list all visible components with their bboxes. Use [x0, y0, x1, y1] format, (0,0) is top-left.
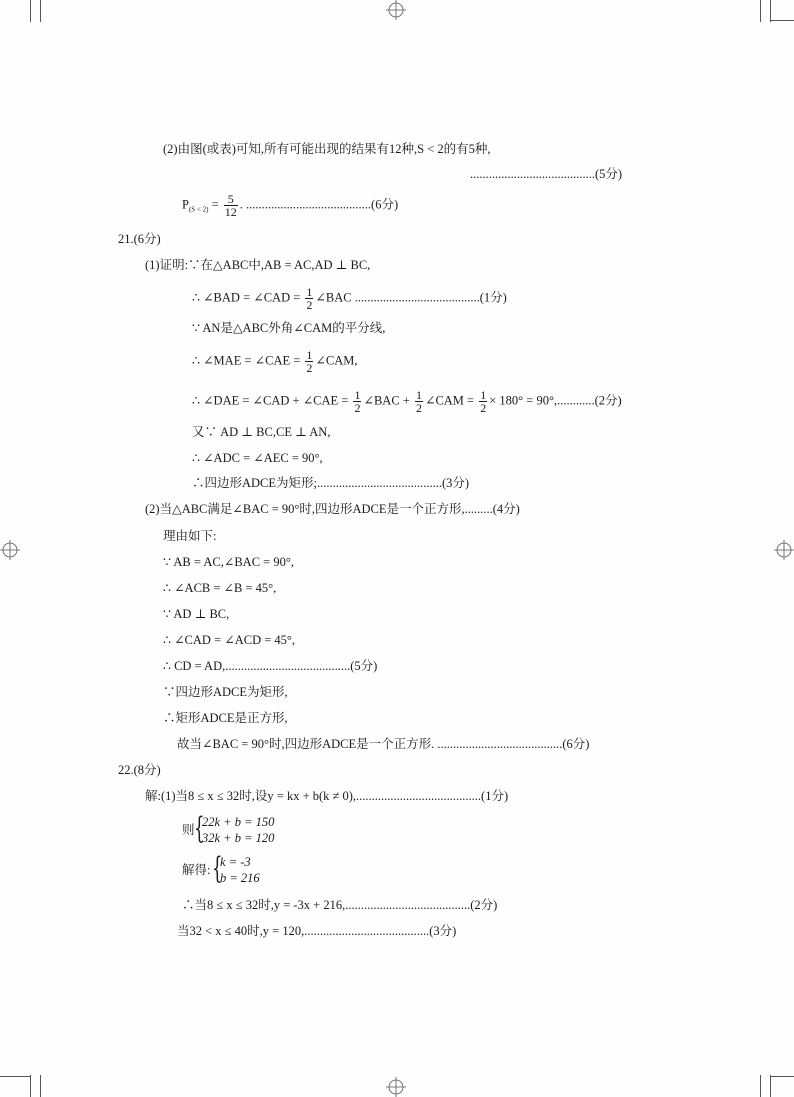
text-part: ∴ ∠BAD = ∠CAD =: [192, 290, 301, 305]
text-line: 又∵ AD ⊥ BC,CE ⊥ AN,: [192, 425, 331, 439]
question-number: 22.(8分): [118, 763, 161, 777]
score-line: ........................................(5分): [470, 167, 623, 181]
text-line: 当32 < x ≤ 40时,y = 120,........................................(3分): [177, 924, 457, 938]
system-prefix: 则: [182, 823, 195, 837]
text-line: ∴当8 ≤ x ≤ 32时,y = -3x + 216,........................................(2分): [182, 898, 498, 912]
crop-mark: [760, 1075, 761, 1097]
text-line: ∴ ∠ADC = ∠AEC = 90°,: [192, 451, 323, 465]
crop-mark: [30, 0, 31, 22]
text-line: (2)当△ABC满足∠BAC = 90°时,四边形ADCE是一个正方形,.........(4分): [145, 502, 520, 516]
denominator: 12: [224, 205, 237, 219]
brace-icon: {: [212, 851, 223, 886]
numerator: 1: [415, 388, 422, 402]
crop-mark: [770, 1076, 794, 1077]
equals: =: [211, 197, 219, 212]
text-line: (1)证明:∵在△ABC中,AB = AC,AD ⊥ BC,: [145, 258, 371, 272]
text-line: [192, 286, 507, 311]
text-part: ∠BAC +: [363, 393, 410, 408]
text-line: ∵四边形ADCE为矩形,: [163, 685, 288, 699]
text-tail: . ........................................(6分): [239, 197, 399, 212]
crop-mark: [770, 20, 794, 21]
crop-mark: [40, 0, 41, 22]
text-line: ∴矩形ADCE是正方形,: [163, 711, 288, 725]
probability-line: [182, 193, 398, 218]
text-part: × 180° = 90°,............(2分): [489, 393, 622, 408]
brace-icon: {: [194, 811, 205, 846]
numerator: 1: [480, 388, 487, 402]
prob-subscript: (S < 2): [188, 205, 209, 214]
numerator: 1: [306, 285, 313, 299]
fraction: [305, 286, 313, 311]
text-line: [192, 389, 622, 414]
text-part: ∠BAC ........................................(1分): [315, 290, 507, 305]
numerator: 5: [224, 193, 238, 206]
text-line: ∵ AD ⊥ BC,: [163, 607, 230, 621]
text-line: ∵ AN是△ABC外角∠CAM的平分线,: [192, 321, 386, 335]
crop-mark: [770, 1075, 771, 1097]
text-line: ∵ AB = AC,∠BAC = 90°,: [163, 555, 294, 569]
text-part: ∠CAM =: [424, 393, 475, 408]
text-part: ∠CAM,: [315, 353, 358, 368]
text-line: (2)由图(或表)可知,所有可能出现的结果有12种,S < 2的有5种,: [163, 142, 491, 156]
registration-mark-icon: [774, 540, 794, 560]
equation-line: k = -3: [220, 855, 251, 869]
denominator: 2: [306, 298, 313, 312]
question-number: 21.(6分): [118, 232, 161, 246]
numerator: 1: [354, 388, 361, 402]
equation-line: 22k + b = 150: [202, 815, 275, 829]
text-line: [192, 349, 357, 374]
fraction: [305, 349, 313, 374]
system-prefix: 解得:: [182, 863, 211, 877]
text-line: ∴ CD = AD,........................................(5分): [163, 659, 378, 673]
fraction: [415, 389, 423, 414]
fraction: [353, 389, 361, 414]
equation-line: 32k + b = 120: [202, 831, 275, 845]
registration-mark-icon: [0, 540, 20, 560]
fraction: [479, 389, 487, 414]
crop-mark: [770, 0, 771, 22]
crop-mark: [0, 1076, 30, 1077]
denominator: 2: [480, 401, 487, 415]
numerator: 1: [306, 348, 313, 362]
text-line: ∴ ∠CAD = ∠ACD = 45°,: [163, 633, 296, 647]
denominator: 2: [306, 361, 313, 375]
crop-mark: [760, 0, 761, 22]
text-line: 解:(1)当8 ≤ x ≤ 32时,设y = kx + b(k ≠ 0),........................................(1分): [145, 789, 509, 803]
denominator: 2: [415, 401, 422, 415]
crop-mark: [40, 1075, 41, 1097]
text-part: ∴ ∠MAE = ∠CAE =: [192, 353, 301, 368]
text-line: 故当∠BAC = 90°时,四边形ADCE是一个正方形. ........................................(6分): [177, 737, 590, 751]
text-part: ∴ ∠DAE = ∠CAD + ∠CAE =: [192, 393, 349, 408]
equation-line: b = 216: [220, 871, 260, 885]
denominator: 2: [354, 401, 361, 415]
fraction: [224, 193, 238, 218]
text-line: ∴ ∠ACB = ∠B = 45°,: [163, 581, 277, 595]
prob-symbol: P: [182, 197, 189, 212]
crop-mark: [30, 1075, 31, 1097]
text-line: ∴四边形ADCE为矩形;........................................(3分): [192, 476, 470, 490]
text-line: 理由如下:: [163, 529, 217, 543]
registration-mark-icon: [386, 1077, 406, 1097]
registration-mark-icon: [386, 0, 406, 20]
